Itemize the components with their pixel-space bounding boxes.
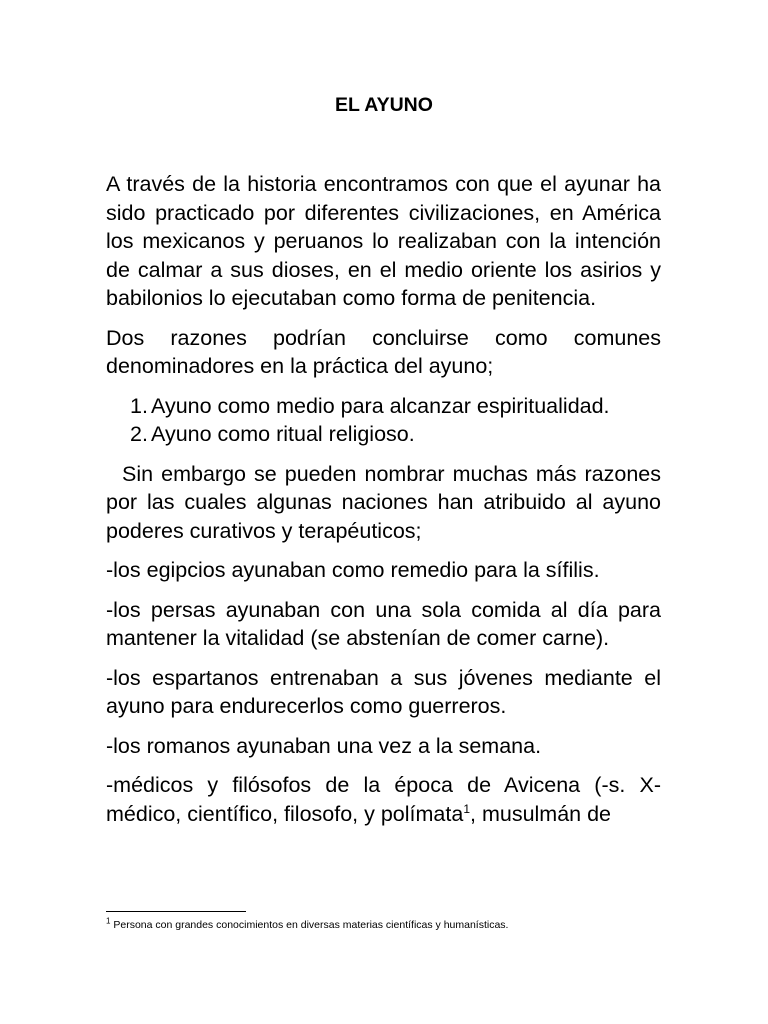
- paragraph-espartanos: -los espartanos entrenaban a sus jóvenes mediante el ayuno para endurecerlos como guerreros.: [106, 665, 661, 718]
- paragraph-medicos: [106, 771, 661, 828]
- footnote-reference[interactable]: 1: [463, 801, 470, 816]
- paragraph-medicos-text: -médicos y filósofos de la época de Avicena (-s. X- médico, científico, filosofo, y polímata: [106, 773, 661, 826]
- reasons-list: [106, 392, 661, 449]
- list-text: Ayuno como medio para alcanzar espiritualidad.: [151, 393, 610, 418]
- list-number: 2.: [130, 422, 148, 446]
- document-title: EL AYUNO: [335, 94, 433, 116]
- footnote: [106, 916, 509, 931]
- footnote-number: 1: [106, 916, 111, 926]
- paragraph-intro: A través de la historia encontramos con que el ayunar ha sido practicado por diferentes civilizaciones, en América los mexicanos y peruanos lo realizaban con la intención de calmar a sus dioses, en el medio oriente los asirios y babilonios lo ejecutaban como forma de penitencia.: [106, 172, 661, 310]
- footnote-separator: [106, 911, 246, 912]
- paragraph-egipcios: -los egipcios ayunaban como remedio para la sífilis.: [106, 558, 600, 582]
- list-text: Ayuno como ritual religioso.: [151, 422, 415, 446]
- footnote-text: Persona con grandes conocimientos en diversas materias científicas y humanísticas.: [110, 919, 509, 931]
- list-item: [130, 420, 661, 449]
- paragraph-persas: -los persas ayunaban con una sola comida al día para mantener la vitalidad (se abstenían de comer carne).: [106, 597, 661, 650]
- paragraph-reasons: Dos razones podrían concluirse como comunes denominadores en la práctica del ayuno;: [106, 325, 661, 378]
- paragraph-more-reasons: Sin embargo se pueden nombrar muchas más razones por las cuales algunas naciones han atribuido al ayuno poderes curativos y terapéuticos;: [106, 461, 667, 543]
- document-body: [106, 170, 667, 839]
- paragraph-romanos: -los romanos ayunaban una vez a la semana.: [106, 733, 542, 758]
- paragraph-medicos-text-end: , musulmán de: [470, 801, 612, 826]
- list-item: [130, 392, 661, 421]
- list-number: 1.: [130, 393, 148, 418]
